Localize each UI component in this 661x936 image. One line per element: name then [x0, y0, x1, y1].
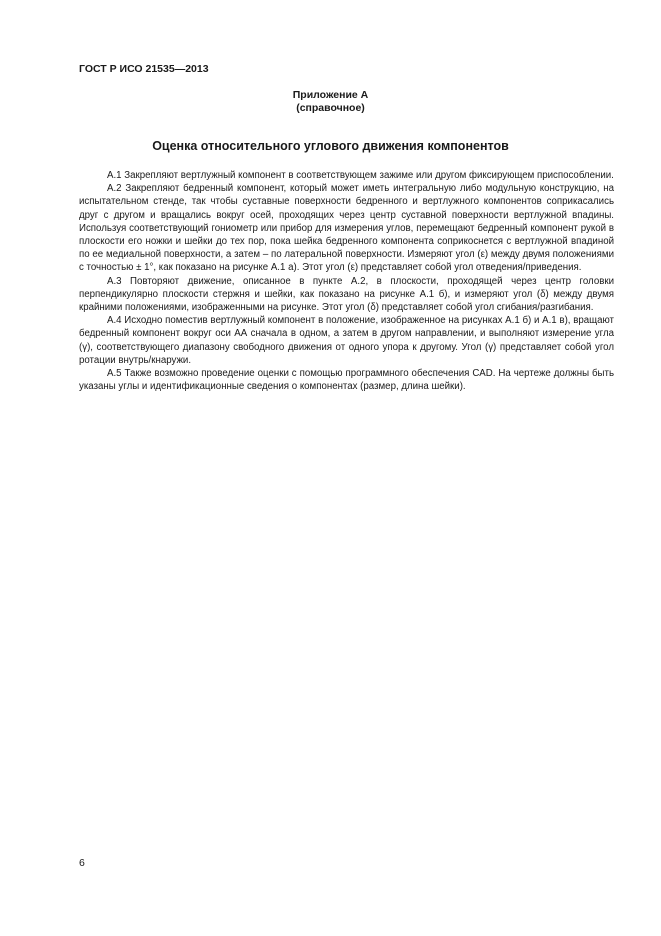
paragraph-a1: А.1 Закрепляют вертлужный компонент в соответствующем зажиме или другом фиксирующем приспособлении.: [107, 170, 614, 181]
page-number: 6: [79, 857, 85, 869]
annex-type: (справочное): [296, 102, 365, 114]
paragraph-a5: А.5 Также возможно проведение оценки с помощью программного обеспечения CAD. На чертеже должны быть указаны углы и идентификационные сведения о компонентах (размер, длина шейки).: [79, 368, 614, 393]
annex-title: Оценка относительного углового движения компонентов: [152, 139, 509, 153]
annex-heading: [0, 89, 661, 115]
annex-label: Приложение А: [292, 89, 369, 101]
annex-content: [79, 169, 614, 393]
paragraph-a2: А.2 Закрепляют бедренный компонент, который может иметь интегральную либо модульную конструкцию, на испытательном стенде, так чтобы суставные поверхности бедренного и вертлужного компонентов соприкасались друг с другом и вращались вокруг осей, проходящих через центр суставной поверхности вертлужной впадины. Используя соответствующий гониометр или прибор для измерения углов, перемещают бедренный компонент рукой в плоскости его ножки и шейки до тех пор, пока шейка бедренного компонента соприкоснется с вертлужной впадиной по ее медиальной поверхности, а затем – по латеральной поверхности. Измеряют угол (ε) между двумя положениями с точностью ± 1°, как показано на рисунке А.1 а). Этот угол (ε) представляет собой угол отведения/приведения.: [79, 183, 614, 274]
document-header: ГОСТ Р ИСО 21535—2013: [79, 63, 209, 75]
paragraph-a3: А.3 Повторяют движение, описанное в пункте А.2, в плоскости, проходящей через центр головки перпендикулярно плоскости стержня и шейки, как показано на рисунке А.1 б), и измеряют угол (δ) между двумя крайними положениями, изображенными на рисунке. Этот угол (δ) представляет собой угол сгибания/разгибания.: [79, 275, 614, 314]
paragraph-a4: А.4 Исходно поместив вертлужный компонент в положение, изображенное на рисунках А.1 б) и А.1 в), вращают бедренный компонент вокруг оси АА сначала в одном, а затем в другом направлении, и выполняют измерение угла (γ), соответствующего диапазону свободного движения от одного упора к другому. Угол (γ) представляет собой угол ротации внутрь/кнаружи.: [79, 315, 614, 366]
